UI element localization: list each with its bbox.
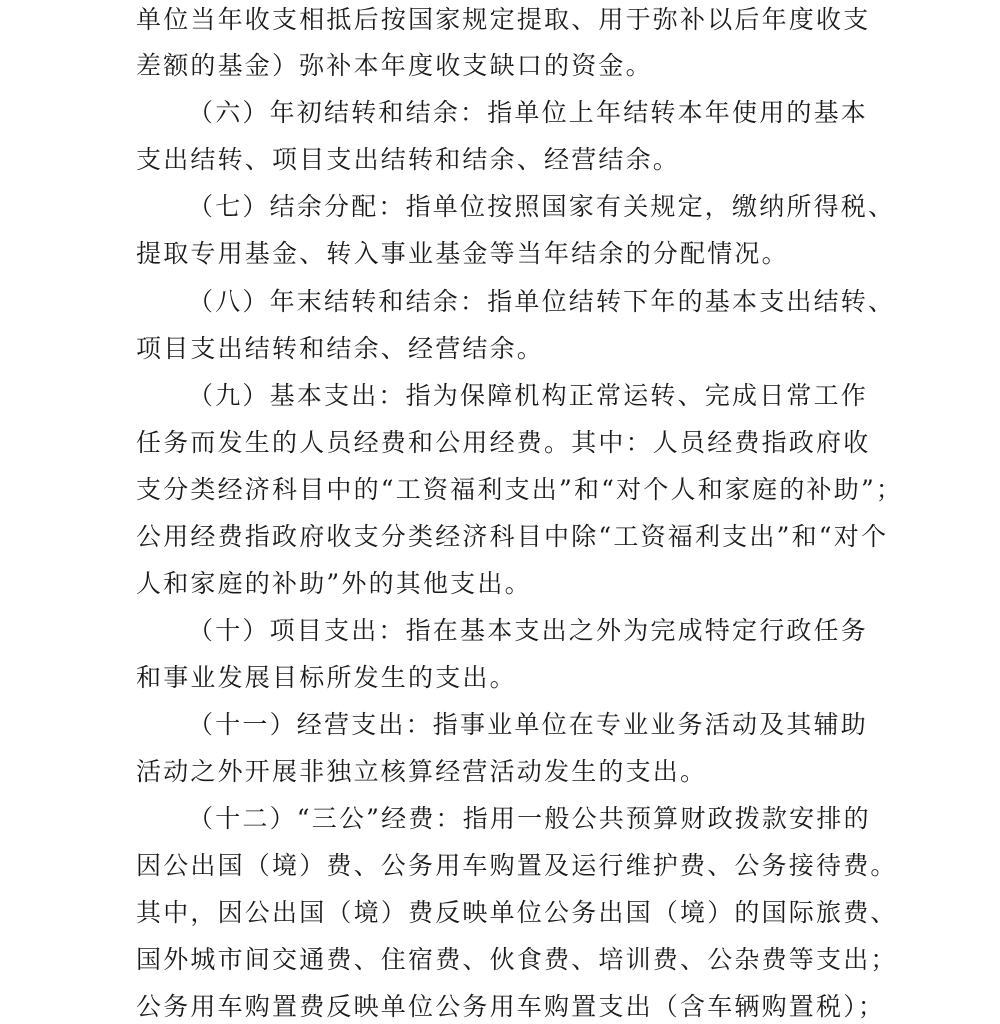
text-line: 任务而发生的人员经费和公用经费。其中：人员经费指政府收	[136, 428, 871, 457]
paragraph-seven-line: （七）结余分配：指单位按照国家有关规定，缴纳所得税、	[188, 192, 896, 221]
text-line: 因公出国（境）费、公务用车购置及运行维护费、公务接待费。	[136, 851, 898, 880]
text-line: 活动之外开展非独立核算经营活动发生的支出。	[136, 757, 708, 786]
text-line: 提取专用基金、转入事业基金等当年结余的分配情况。	[136, 239, 789, 268]
text-line: 人和家庭的补助”外的其他支出。	[136, 569, 532, 598]
paragraph-nine-line: （九）基本支出：指为保障机构正常运转、完成日常工作	[188, 381, 869, 410]
paragraph-ten-line: （十）项目支出：指在基本支出之外为完成特定行政任务	[188, 616, 869, 645]
text-line: 差额的基金）弥补本年度收支缺口的资金。	[136, 51, 653, 80]
paragraph-eight-line: （八）年末结转和结余：指单位结转下年的基本支出结转、	[188, 287, 896, 316]
text-line: 支分类经济科目中的“工资福利支出”和“对个人和家庭的补助”；	[136, 475, 904, 504]
paragraph-six-line: （六）年初结转和结余：指单位上年结转本年使用的基本	[188, 98, 869, 127]
text-line: 支出结转、项目支出结转和结余、经营结余。	[136, 145, 681, 174]
text-line: 单位当年收支相抵后按国家规定提取、用于弥补以后年度收支	[136, 5, 871, 34]
text-line: 公用经费指政府收支分类经济科目中除“工资福利支出”和“对个	[136, 522, 889, 551]
text-line: 和事业发展目标所发生的支出。	[136, 663, 517, 692]
text-line: 国外城市间交通费、住宿费、伙食费、培训费、公杂费等支出；	[136, 945, 898, 974]
paragraph-twelve-line: （十二）“三公”经费：指用一般公共预算财政拨款安排的	[188, 804, 871, 833]
text-line: 其中，因公出国（境）费反映单位公务出国（境）的国际旅费、	[136, 898, 898, 927]
text-line: 公务用车购置费反映单位公务用车购置支出（含车辆购置税）；	[136, 992, 886, 1021]
text-line: 项目支出结转和结余、经营结余。	[136, 334, 545, 363]
paragraph-eleven-line: （十一）经营支出：指事业单位在专业业务活动及其辅助	[188, 710, 869, 739]
